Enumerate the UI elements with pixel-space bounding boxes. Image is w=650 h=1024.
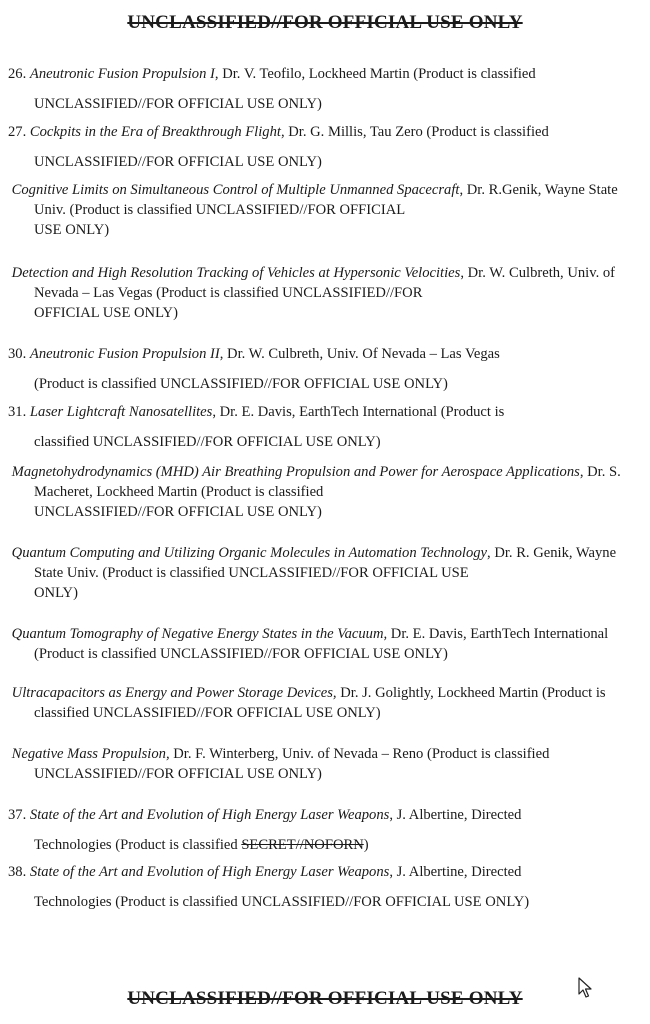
item-title: Cognitive Limits on Simultaneous Control of Multiple Unmanned Spacecraft xyxy=(11,182,460,198)
item-title: State of the Art and Evolution of High Energy Laser Weapons xyxy=(29,864,390,880)
list-item xyxy=(8,402,648,452)
list-item xyxy=(8,624,648,664)
item-details: , Dr. W. Culbreth, Univ. of Nevada – Las Vegas (Product is classified UNCLASSIFIED//FOR xyxy=(34,265,616,301)
item-number: 38. xyxy=(8,864,27,880)
classification-banner-bottom: UNCLASSIFIED//FOR OFFICIAL USE ONLY xyxy=(127,988,523,1009)
list-item xyxy=(8,263,648,323)
item-classification: UNCLASSIFIED//FOR OFFICIAL USE ONLY) xyxy=(34,96,322,112)
item-details: Dr. F. Winterberg, Univ. of Nevada – Reno (Product is classified UNCLASSIFIED//FOR OFFICIAL USE ONLY) xyxy=(34,746,550,782)
item-details: , Dr. V. Teofilo, Lockheed Martin (Product is classified xyxy=(214,66,536,82)
item-number: 31. xyxy=(8,404,27,420)
item-number: 30. xyxy=(8,346,27,362)
list-item xyxy=(8,122,648,172)
item-title: Aneutronic Fusion Propulsion II xyxy=(29,346,220,362)
item-classification: (Product is classified UNCLASSIFIED//FOR OFFICIAL USE ONLY) xyxy=(34,376,448,392)
item-classification xyxy=(8,835,648,855)
list-item xyxy=(8,543,648,603)
list-item xyxy=(8,180,648,240)
item-number: 27. xyxy=(8,124,27,140)
item-classification: UNCLASSIFIED//FOR OFFICIAL USE ONLY) xyxy=(34,154,322,170)
item-title: Ultracapacitors as Energy and Power Storage Devices, xyxy=(11,685,337,701)
classification-prefix: Technologies (Product is classified xyxy=(34,837,242,853)
classification-suffix: ) xyxy=(363,837,369,853)
item-number: 26. xyxy=(8,66,27,82)
item-number: 37. xyxy=(8,807,27,823)
item-title: Detection and High Resolution Tracking of Vehicles at Hypersonic Velocities xyxy=(11,265,461,281)
item-details: , Dr. G. Millis, Tau Zero (Product is classified xyxy=(280,124,549,140)
item-classification: USE ONLY) xyxy=(34,222,110,238)
item-classification: classified UNCLASSIFIED//FOR OFFICIAL USE ONLY) xyxy=(34,434,381,450)
item-details: , J. Albertine, Directed xyxy=(389,807,522,823)
list-item xyxy=(8,744,648,784)
item-title: Quantum Tomography of Negative Energy States in the Vacuum, xyxy=(11,626,388,642)
item-details: , Dr. R.Genik, Wayne State Univ. (Product is classified UNCLASSIFIED//FOR OFFICIAL xyxy=(34,182,618,218)
item-details: , Dr. W. Culbreth, Univ. Of Nevada – Las Vegas xyxy=(219,346,500,362)
item-title: Negative Mass Propulsion, xyxy=(11,746,170,762)
item-details: , Dr. S. Macheret, Lockheed Martin (Product is classified xyxy=(34,464,621,500)
item-classification: Technologies (Product is classified UNCLASSIFIED//FOR OFFICIAL USE ONLY) xyxy=(34,894,530,910)
item-classification: ONLY) xyxy=(34,585,78,601)
item-title: Laser Lightcraft Nanosatellites xyxy=(29,404,213,420)
classification-banner-top: UNCLASSIFIED//FOR OFFICIAL USE ONLY xyxy=(127,12,523,33)
item-details: Dr. E. Davis, EarthTech International (Product is classified UNCLASSIFIED//FOR OFFICIAL USE ONLY) xyxy=(34,626,609,662)
item-title: Quantum Computing and Utilizing Organic Molecules in Automation Technology xyxy=(11,545,488,561)
item-details: Dr. J. Golightly, Lockheed Martin (Product is classified UNCLASSIFIED//FOR OFFICIAL USE ONLY) xyxy=(34,685,606,721)
item-classification: OFFICIAL USE ONLY) xyxy=(34,305,178,321)
item-title: Cockpits in the Era of Breakthrough Flight xyxy=(29,124,281,140)
item-title: Aneutronic Fusion Propulsion I xyxy=(29,66,215,82)
list-item xyxy=(8,462,648,522)
item-classification: UNCLASSIFIED//FOR OFFICIAL USE ONLY) xyxy=(34,504,322,520)
item-title: State of the Art and Evolution of High Energy Laser Weapons xyxy=(29,807,390,823)
item-details: , Dr. R. Genik, Wayne State Univ. (Product is classified UNCLASSIFIED//FOR OFFICIAL USE xyxy=(34,545,617,581)
item-details: , Dr. E. Davis, EarthTech International (Product is xyxy=(212,404,505,420)
list-item xyxy=(8,862,648,912)
list-item xyxy=(8,344,648,394)
list-item xyxy=(8,64,648,114)
list-item xyxy=(8,683,648,723)
mouse-pointer-icon xyxy=(578,977,594,999)
item-details: , J. Albertine, Directed xyxy=(389,864,522,880)
struck-classification: SECRET//NOFORN xyxy=(241,837,364,853)
list-item xyxy=(8,805,648,855)
item-title: Magnetohydrodynamics (MHD) Air Breathing Propulsion and Power for Aerospace Applications xyxy=(11,464,580,480)
